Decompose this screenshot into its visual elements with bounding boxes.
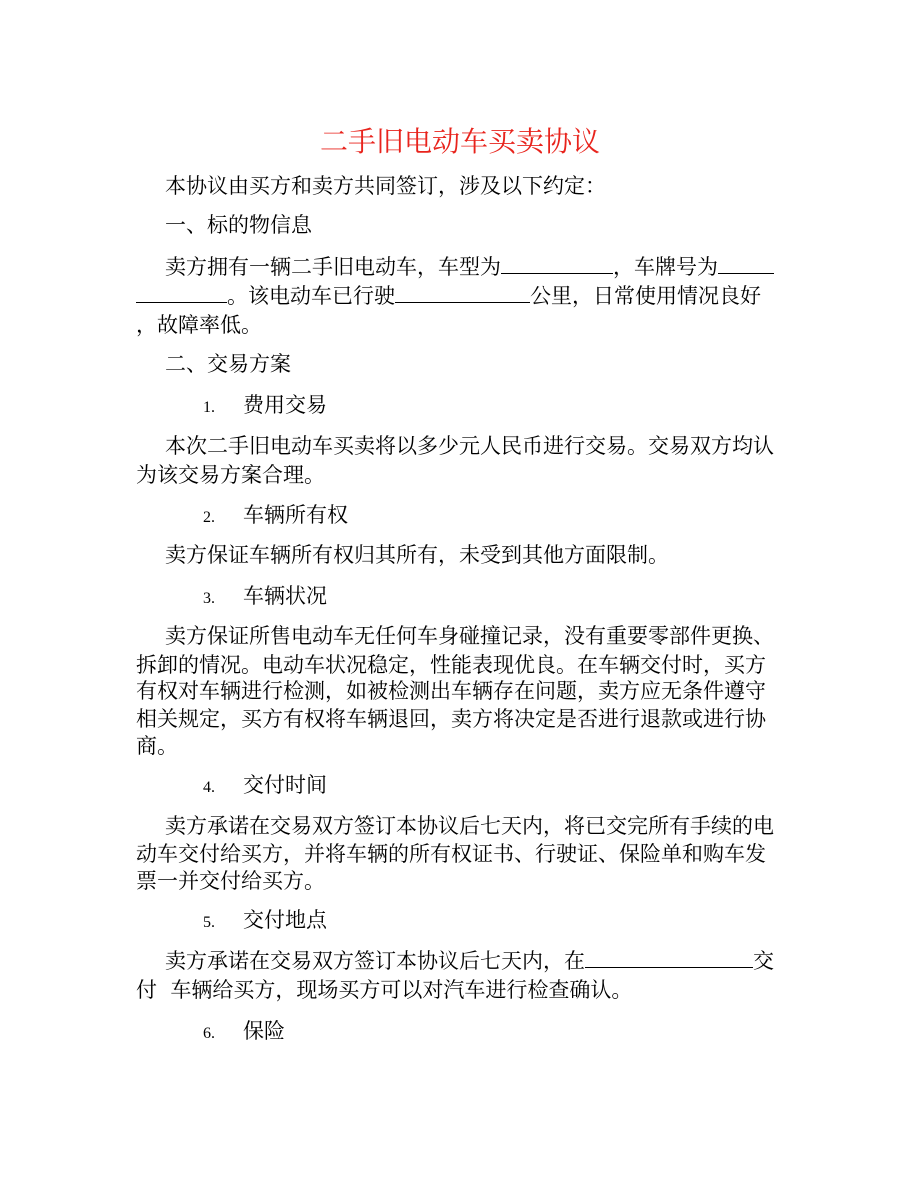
- section1-text: 。该电动车已行驶: [227, 284, 395, 308]
- section1-para-line3: ，故障率低。: [136, 313, 262, 337]
- section1-text: 公里，日常使用情况良好: [530, 284, 761, 308]
- item-number: 1.: [203, 399, 215, 416]
- item-body-text: 卖方承诺在交易双方签订本协议后七天内，在: [165, 949, 585, 973]
- section1-text: ，车牌号为: [613, 255, 718, 279]
- document-title: 二手旧电动车买卖协议: [319, 125, 600, 158]
- intro-text: 本协议由买方和卖方共同签订，涉及以下约定：: [165, 174, 606, 198]
- item-body-line: 本次二手旧电动车买卖将以多少元人民币进行交易。交易双方均认: [165, 434, 774, 458]
- item-number: 2.: [203, 509, 215, 526]
- item-body-line: 卖方承诺在交易双方签订本协议后七天内，将已交完所有手续的电: [165, 814, 774, 838]
- item-title: 费用交易: [243, 393, 327, 417]
- item-body-line: 卖方保证所售电动车无任何车身碰撞记录，没有重要零部件更换、: [165, 624, 774, 648]
- model-blank: [501, 253, 613, 274]
- section1-text: 卖方拥有一辆二手旧电动车，车型为: [165, 255, 501, 279]
- item-title: 交付地点: [243, 908, 327, 932]
- item-number: 5.: [203, 914, 215, 931]
- item-number: 6.: [203, 1025, 215, 1042]
- item-body-line: 为该交易方案合理。: [136, 463, 325, 487]
- plate-blank: [718, 253, 774, 274]
- plate-blank-cont: [136, 282, 227, 303]
- item-title: 车辆状况: [243, 584, 327, 608]
- item-body-line: 商。: [136, 734, 178, 758]
- item-body-line: 付 车辆给买方，现场买方可以对汽车进行检查确认。: [136, 978, 633, 1002]
- item-number: 4.: [203, 779, 215, 796]
- item-title: 保险: [243, 1019, 285, 1043]
- mileage-blank: [395, 282, 530, 303]
- location-blank: [585, 947, 753, 968]
- item-body-line: 相关规定，买方有权将车辆退回，卖方将决定是否进行退款或进行协: [136, 707, 766, 731]
- item-body-line: [165, 947, 774, 976]
- section1-heading: 一、标的物信息: [165, 213, 312, 237]
- item-body-line: 拆卸的情况。电动车状况稳定，性能表现优良。在车辆交付时，买方: [136, 653, 766, 677]
- item-title: 交付时间: [243, 773, 327, 797]
- item-body-line: 卖方保证车辆所有权归其所有，未受到其他方面限制。: [165, 543, 669, 567]
- item-body-line: 票一并交付给买方。: [136, 869, 325, 893]
- section2-heading: 二、交易方案: [165, 352, 291, 376]
- item-number: 3.: [203, 590, 215, 607]
- item-body-line: 动车交付给买方，并将车辆的所有权证书、行驶证、保险单和购车发: [136, 842, 766, 866]
- section1-para-line1: [165, 253, 774, 282]
- section1-para-line2: [136, 282, 761, 311]
- item-body-line: 有权对车辆进行检测，如被检测出车辆存在问题，卖方应无条件遵守: [136, 679, 766, 703]
- item-title: 车辆所有权: [243, 503, 348, 527]
- item-body-text: 交: [753, 949, 774, 973]
